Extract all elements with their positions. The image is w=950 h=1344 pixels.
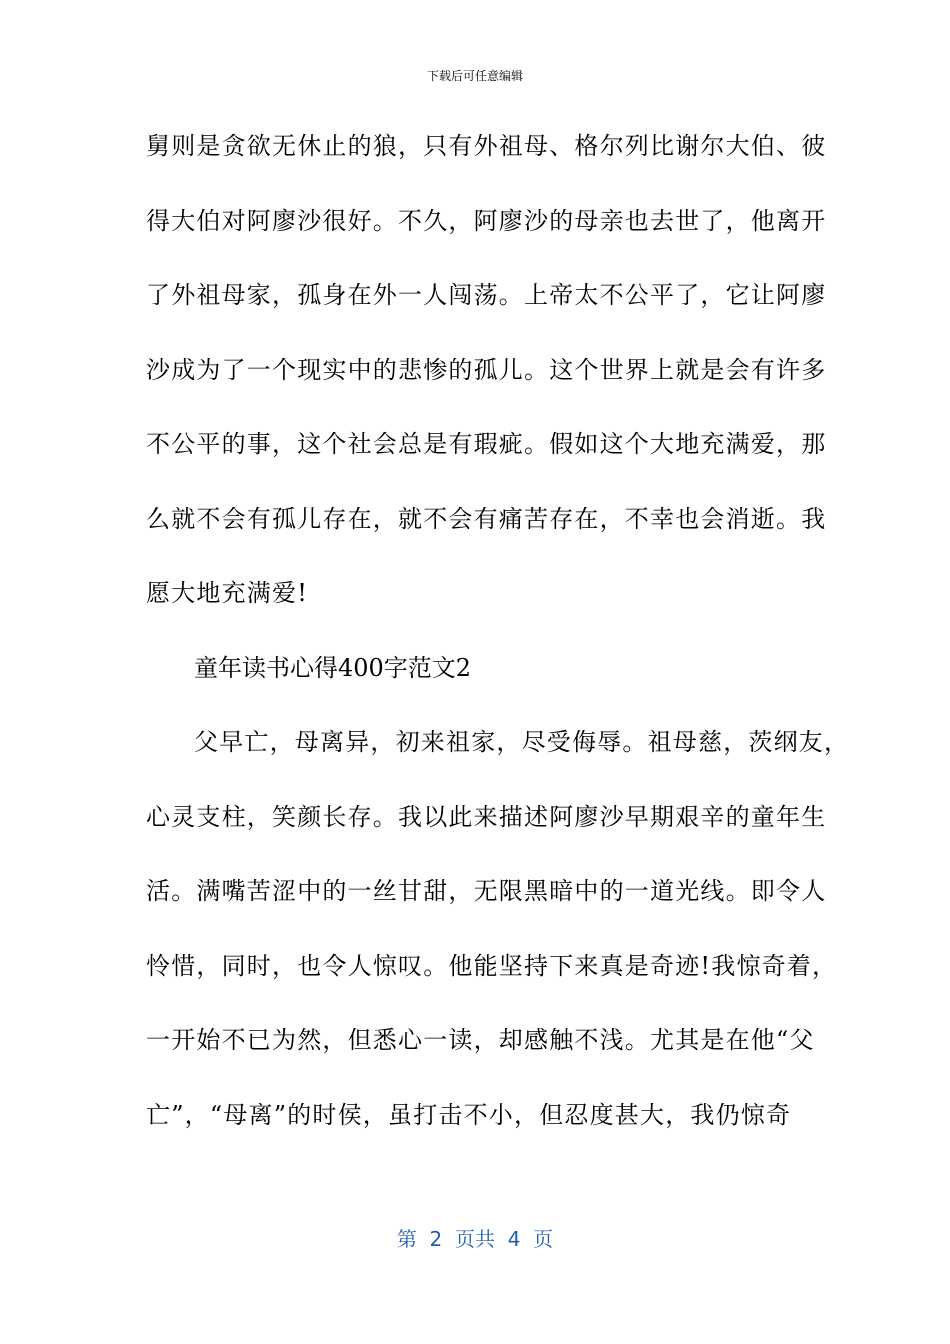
paragraph-start-line: 父早亡，母离异，初来祖家，尽受侮辱。祖母慈，茨纲友， (194, 728, 850, 756)
text-line: 愿大地充满爱! (146, 579, 309, 607)
page-header: 下载后可任意编辑 (426, 69, 523, 83)
text-line: 心灵支柱，笑颜长存。我以此来描述阿廖沙早期艰辛的童年生 (146, 802, 827, 831)
text-line: 沙成为了一个现实中的悲惨的孤儿。这个世界上就是会有许多 (146, 355, 827, 384)
text-line: 了外祖母家，孤身在外一人闯荡。上帝太不公平了，它让阿廖 (146, 281, 827, 309)
section-heading: 童年读书心得400字范文2 (194, 653, 472, 682)
text-line: 得大伯对阿廖沙很好。不久，阿廖沙的母亲也去世了，他离开 (146, 206, 827, 235)
page-footer: 第 2 页共 4 页 (396, 1227, 554, 1251)
text-line: 么就不会有孤儿存在，就不会有痛苦存在，不幸也会消逝。我 (146, 504, 827, 533)
text-line: 活。满嘴苦涩中的一丝甘甜，无限黑暗中的一道光线。即令人 (146, 877, 827, 905)
text-line: 怜惜，同时，也令人惊叹。他能坚持下来真是奇迹!我惊奇着， (146, 951, 838, 980)
text-line: 一开始不已为然，但悉心一读，却感触不浅。尤其是在他“父 (146, 1026, 815, 1054)
text-line: 亡”，“母离”的时侯，虽打击不小，但忍度甚大，我仍惊奇 (146, 1100, 792, 1129)
text-line: 舅则是贪欲无休止的狼，只有外祖母、格尔列比谢尔大伯、彼 (146, 132, 827, 160)
document-body (146, 125, 850, 1168)
text-line: 不公平的事，这个社会总是有瑕疵。假如这个大地充满爱，那 (146, 430, 827, 458)
